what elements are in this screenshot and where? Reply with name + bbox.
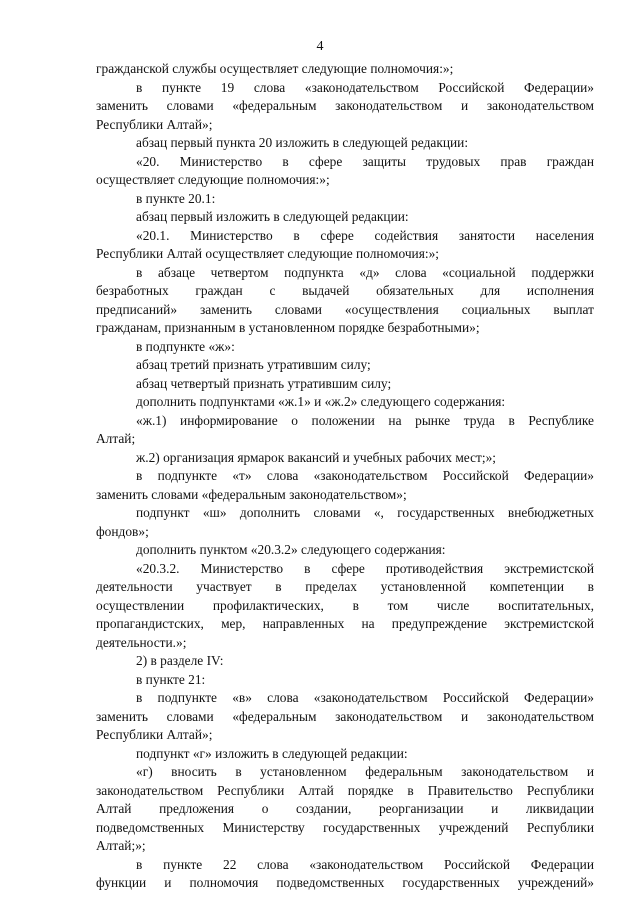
text-line: подпункт «г» изложить в следующей редакции: — [136, 745, 408, 761]
text-line: в пункте 19 слова «законодательством Российской Федерации» — [136, 79, 594, 95]
text-line: в абзаце четвертом подпункта «д» слова «социальной поддержки — [136, 264, 594, 280]
text-line: пропагандистских, мер, направленных на предупреждение экстремистской — [96, 616, 594, 631]
text-line: Алтай предложения о создании, реорганизации и ликвидации — [96, 801, 594, 816]
text-line: функции и полномочия подведомственных государственных учреждений» — [96, 875, 594, 890]
text-line: осуществлении профилактических, в том числе воспитательных, — [96, 597, 594, 613]
text-line: дополнить подпунктами «ж.1» и «ж.2» следующего содержания: — [136, 394, 506, 409]
text-line: дополнить пунктом «20.3.2» следующего содержания: — [136, 542, 446, 557]
text-line: деятельности.»; — [96, 634, 187, 650]
text-line: «20.3.2. Министерство в сфере противодействия экстремистской — [136, 560, 594, 576]
text-line: гражданам, признанным в установленном порядке безработными»; — [96, 320, 480, 335]
text-line: «ж.1) информирование о положении на рынке труда в Республике — [136, 412, 594, 428]
text-line: подпункт «ш» дополнить словами «, государственных внебюджетных — [136, 505, 594, 520]
text-line: деятельности участвует в пределах установленной компетенции в — [96, 579, 594, 594]
text-line: Алтай; — [96, 431, 136, 446]
text-line: абзац первый изложить в следующей редакции: — [136, 209, 409, 224]
text-line: в подпункте «ж»: — [136, 338, 235, 354]
text-line: в пункте 22 слова «законодательством Российской Федерации — [136, 856, 594, 872]
text-line: законодательством Республики Алтай порядке в Правительство Республики — [96, 782, 594, 798]
text-line: «20. Министерство в сфере защиты трудовых прав граждан — [136, 153, 594, 169]
text-line: Алтай;»; — [96, 838, 146, 853]
text-line: безработных граждан с выдачей обязательных для исполнения — [96, 283, 594, 298]
text-line: Республики Алтай»; — [96, 727, 213, 742]
text-line: абзац третий признать утратившим силу; — [136, 357, 371, 372]
text-line: Республики Алтай»; — [96, 116, 213, 132]
text-line: предписаний» заменить словами «осуществления социальных выплат — [96, 301, 594, 317]
text-line: «г) вносить в установленном федеральным законодательством и — [136, 764, 594, 779]
text-line: абзац первый пункта 20 изложить в следующей редакции: — [136, 135, 469, 150]
document-body — [96, 60, 594, 893]
page-number: 4 — [316, 39, 324, 54]
text-line: гражданской службы осуществляет следующие полномочия:»; — [96, 61, 454, 76]
text-line: в пункте 21: — [136, 671, 206, 687]
text-line: ж.2) организация ярмарок вакансий и учебных рабочих мест;»; — [136, 449, 497, 465]
text-line: подведомственных Министерству государственных учреждений Республики — [96, 819, 594, 835]
text-line: в пункте 20.1: — [136, 190, 216, 206]
text-line: 2) в разделе IV: — [136, 653, 224, 668]
text-line: фондов»; — [96, 523, 149, 539]
text-line: заменить словами «федеральным законодательством»; — [96, 486, 407, 502]
text-line: в подпункте «т» слова «законодательством Российской Федерации» — [136, 468, 594, 483]
text-line: осуществляет следующие полномочия:»; — [96, 172, 330, 187]
text-line: абзац четвертый признать утратившим силу; — [136, 375, 392, 391]
text-line: «20.1. Министерство в сфере содействия занятости населения — [136, 227, 594, 243]
text-line: заменить словами «федеральным законодательством и законодательством — [96, 708, 594, 724]
text-line: в подпункте «в» слова «законодательством Российской Федерации» — [136, 690, 594, 705]
text-line: заменить словами «федеральным законодательством и законодательством — [96, 98, 594, 113]
text-line: Республики Алтай осуществляет следующие полномочия:»; — [96, 246, 440, 261]
